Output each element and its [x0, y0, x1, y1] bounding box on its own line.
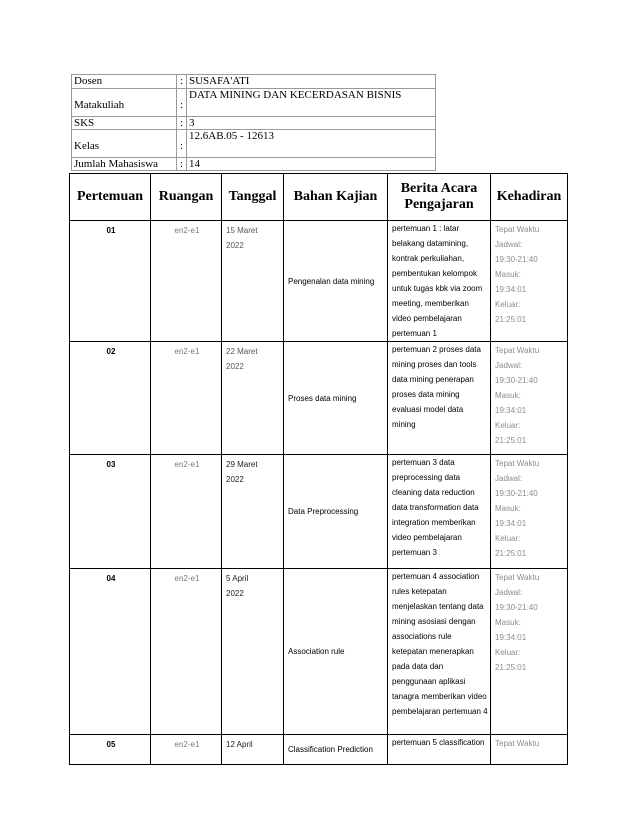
- pertemuan-number: 05: [70, 735, 151, 765]
- bahan-kajian-cell: Pengenalan data mining: [284, 221, 388, 342]
- table-row: [70, 735, 568, 765]
- info-label: Matakuliah: [72, 89, 177, 117]
- kehadiran-cell: [491, 342, 568, 455]
- kehadiran-line: 19:34:01: [495, 406, 527, 415]
- bahan-kajian-cell: Data Preprocessing: [284, 455, 388, 569]
- tanggal-line: 2022: [226, 475, 244, 484]
- tanggal-line: 2022: [226, 589, 244, 598]
- berita-acara-cell: pertemuan 3 data preprocessing data cleaning data reduction data transformation data integration memberikan video pembelajaran pertemuan 3: [388, 455, 491, 569]
- kehadiran-line: Masuk:: [495, 270, 521, 279]
- kehadiran-line: Tepat Waktu: [495, 346, 540, 355]
- table-row: [70, 342, 568, 455]
- header-kehadiran: Kehadiran: [491, 174, 568, 221]
- info-value: 12.6AB.05 - 12613: [187, 130, 436, 158]
- kehadiran-line: Tepat Waktu: [495, 573, 540, 582]
- info-value: 3: [187, 117, 436, 130]
- kehadiran-cell: [491, 735, 568, 765]
- pertemuan-number: 01: [70, 221, 151, 342]
- ruangan-cell: en2-e1: [151, 735, 222, 765]
- info-label: SKS: [72, 117, 177, 130]
- info-value: DATA MINING DAN KECERDASAN BISNIS: [187, 89, 436, 117]
- kehadiran-line: 19:30-21:40: [495, 603, 538, 612]
- pertemuan-number: 02: [70, 342, 151, 455]
- header-berita-acara: Berita Acara Pengajaran: [388, 174, 491, 221]
- tanggal-line: 15 Maret: [226, 226, 258, 235]
- kehadiran-line: 21:25:01: [495, 663, 527, 672]
- bahan-kajian-cell: Proses data mining: [284, 342, 388, 455]
- bahan-kajian-cell: Association rule: [284, 569, 388, 735]
- tanggal-cell: [222, 221, 284, 342]
- berita-acara-cell: pertemuan 4 association rules ketepatan menjelaskan tentang data mining asosiasi dengan associations rule ketepatan menerapkan pada data dan penggunaan aplikasi tanagra memberikan video pembelajaran pertemuan 4: [388, 569, 491, 735]
- ruangan-cell: en2-e1: [151, 342, 222, 455]
- ruangan-cell: en2-e1: [151, 221, 222, 342]
- tanggal-cell: [222, 569, 284, 735]
- info-value: SUSAFA'ATI: [187, 75, 436, 89]
- header-pertemuan: Pertemuan: [70, 174, 151, 221]
- kehadiran-line: 19:30-21:40: [495, 489, 538, 498]
- kehadiran-line: Keluar:: [495, 300, 521, 309]
- kehadiran-line: Keluar:: [495, 534, 521, 543]
- kehadiran-line: Keluar:: [495, 648, 521, 657]
- kehadiran-cell: [491, 455, 568, 569]
- info-row-matakuliah: [72, 89, 436, 117]
- tanggal-line: 12 April: [226, 740, 253, 749]
- kehadiran-line: 21:25:01: [495, 549, 527, 558]
- info-colon: :: [177, 130, 187, 158]
- kehadiran-line: Masuk:: [495, 391, 521, 400]
- info-row-kelas: [72, 130, 436, 158]
- tanggal-cell: [222, 455, 284, 569]
- kehadiran-line: 19:34:01: [495, 285, 527, 294]
- course-info-table: [71, 74, 436, 171]
- kehadiran-line: Keluar:: [495, 421, 521, 430]
- ruangan-cell: en2-e1: [151, 569, 222, 735]
- kehadiran-line: 19:34:01: [495, 519, 527, 528]
- kehadiran-line: Masuk:: [495, 504, 521, 513]
- berita-acara-cell: pertemuan 5 classification: [388, 735, 491, 765]
- info-colon: :: [177, 75, 187, 89]
- table-row: [70, 221, 568, 342]
- tanggal-line: 22 Maret: [226, 347, 258, 356]
- kehadiran-line: 19:30-21:40: [495, 255, 538, 264]
- tanggal-line: 5 April: [226, 574, 249, 583]
- header-ruangan: Ruangan: [151, 174, 222, 221]
- tanggal-line: 2022: [226, 241, 244, 250]
- info-colon: :: [177, 89, 187, 117]
- kehadiran-line: 21:25:01: [495, 436, 527, 445]
- table-row: [70, 455, 568, 569]
- kehadiran-line: Jadwal:: [495, 588, 523, 597]
- berita-acara-cell: pertemuan 2 proses data mining proses dan tools data mining penerapan proses data mining evaluasi model data mining: [388, 342, 491, 455]
- kehadiran-line: Tepat Waktu: [495, 459, 540, 468]
- berita-acara-cell: pertemuan 1 : latar belakang datamining, kontrak perkuliahan, pembentukan kelompok untuk tugas kbk via zoom meeting, memberikan video pembelajaran pertemuan 1: [388, 221, 491, 342]
- tanggal-line: 2022: [226, 362, 244, 371]
- info-row-jumlah: [72, 158, 436, 171]
- table-header-row: [70, 174, 568, 221]
- kehadiran-line: 19:34:01: [495, 633, 527, 642]
- tanggal-line: 29 Maret: [226, 460, 258, 469]
- header-bahan-kajian: Bahan Kajian: [284, 174, 388, 221]
- tanggal-cell: [222, 342, 284, 455]
- info-label: Jumlah Mahasiswa: [72, 158, 177, 171]
- pertemuan-number: 04: [70, 569, 151, 735]
- info-label: Dosen: [72, 75, 177, 89]
- kehadiran-cell: [491, 221, 568, 342]
- table-row: [70, 569, 568, 735]
- ruangan-cell: en2-e1: [151, 455, 222, 569]
- info-colon: :: [177, 158, 187, 171]
- info-label: Kelas: [72, 130, 177, 158]
- attendance-table: [69, 173, 568, 765]
- kehadiran-line: 21:25:01: [495, 315, 527, 324]
- header-tanggal: Tanggal: [222, 174, 284, 221]
- info-value: 14: [187, 158, 436, 171]
- info-colon: :: [177, 117, 187, 130]
- kehadiran-line: Jadwal:: [495, 474, 523, 483]
- kehadiran-line: Jadwal:: [495, 361, 523, 370]
- kehadiran-line: Tepat Waktu: [495, 739, 540, 748]
- kehadiran-line: 19:30-21:40: [495, 376, 538, 385]
- info-row-dosen: [72, 75, 436, 89]
- kehadiran-line: Jadwal:: [495, 240, 523, 249]
- tanggal-cell: [222, 735, 284, 765]
- bahan-kajian-cell: Classification Prediction: [284, 735, 388, 765]
- kehadiran-cell: [491, 569, 568, 735]
- kehadiran-line: Tepat Waktu: [495, 225, 540, 234]
- pertemuan-number: 03: [70, 455, 151, 569]
- kehadiran-line: Masuk:: [495, 618, 521, 627]
- info-row-sks: [72, 117, 436, 130]
